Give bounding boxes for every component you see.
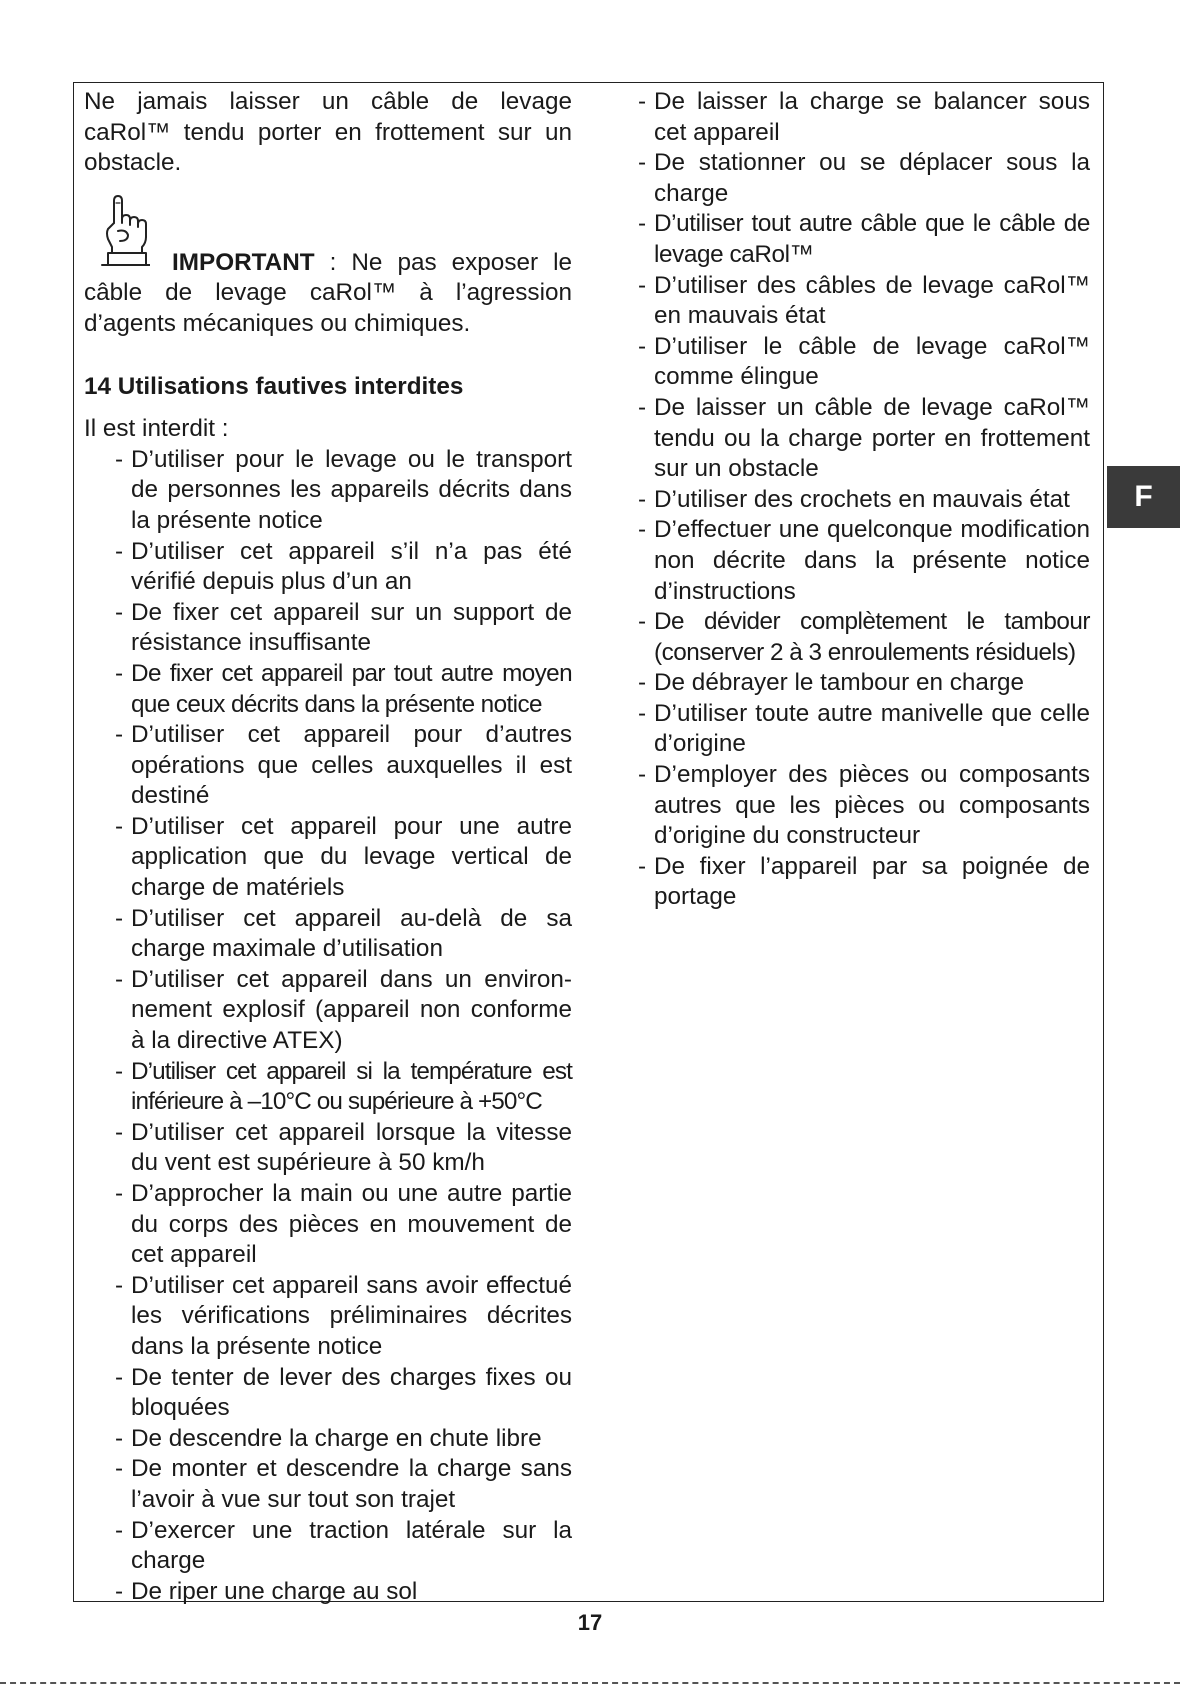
list-item: - De descendre la charge en chute libre: [115, 1424, 572, 1455]
prohibited-uses-list-left: [115, 445, 572, 1608]
list-item: - D’utiliser le câble de levage caRol™ comme élingue: [638, 332, 1090, 393]
list-item: - De dévider complètement le tambour (conserver 2 à 3 enroulements résiduels): [638, 607, 1090, 668]
list-item: - De monter et descendre la charge sans l’avoir à vue sur tout son trajet: [115, 1454, 572, 1515]
list-item: - De stationner ou se déplacer sous la charge: [638, 148, 1090, 209]
content-frame: [73, 82, 1104, 1605]
intro-paragraph: Ne jamais laisser un câble de levage caRol™ tendu porter en frottement sur un obstacle.: [84, 88, 572, 177]
list-item: - D’utiliser des crochets en mauvais état: [638, 485, 1090, 516]
list-item: - D’utiliser pour le levage ou le transport de personnes les appareils décrits dans la présente notice: [115, 445, 572, 537]
right-column: [638, 87, 1090, 913]
important-text: : Ne pas exposer le câble de levage caRol™ à l’agression d’agents mécaniques ou chimiques.: [84, 248, 572, 337]
list-item: - De laisser la charge se balancer sous cet appareil: [638, 87, 1090, 148]
list-item: - D’utiliser cet appareil pour d’autres opérations que celles auxquelles il est destiné: [115, 720, 572, 812]
bottom-divider: [0, 1682, 1180, 1684]
list-item: - De laisser un câble de levage caRol™ tendu ou la charge porter en frottement sur un obstacle: [638, 393, 1090, 485]
list-item: - D’utiliser toute autre manivelle que celle d’origine: [638, 699, 1090, 760]
language-tab: F: [1107, 466, 1180, 528]
left-column: [84, 87, 572, 1607]
important-paragraph: [84, 193, 572, 340]
list-item: - De tenter de lever des charges fixes ou bloquées: [115, 1363, 572, 1424]
page-number: 17: [577, 1610, 603, 1635]
section-title: 14 Utilisations fautives interdites: [84, 372, 464, 400]
important-label: IMPORTANT: [172, 248, 315, 276]
list-item: - D’utiliser des câbles de levage caRol™ en mauvais état: [638, 271, 1090, 332]
prohibited-uses-list-right: [638, 87, 1090, 913]
list-intro: Il est interdit :: [84, 415, 229, 443]
list-item: - De riper une charge au sol: [115, 1577, 572, 1608]
list-item: - D’utiliser tout autre câble que le câble de levage caRol™: [638, 209, 1090, 270]
list-item: - D’utiliser cet appareil au-delà de sa charge maximale d’utilisation: [115, 904, 572, 965]
list-item: - D’effectuer une quelconque modification non décrite dans la présente notice d’instructions: [638, 515, 1090, 607]
list-item: - D’utiliser cet appareil si la température est inférieure à –10°C ou supérieure à +50°C: [115, 1057, 572, 1118]
list-item: - D’employer des pièces ou composants autres que les pièces ou composants d’origine du constructeur: [638, 760, 1090, 852]
list-item: - D’exercer une traction latérale sur la charge: [115, 1516, 572, 1577]
list-item: - De débrayer le tambour en charge: [638, 668, 1090, 699]
list-item: - De fixer cet appareil sur un support de résistance insuffisante: [115, 598, 572, 659]
important-notice: [84, 193, 572, 340]
list-item: - De fixer l’appareil par sa poignée de portage: [638, 852, 1090, 913]
list-item: - D’utiliser cet appareil lorsque la vitesse du vent est supérieure à 50 km/h: [115, 1118, 572, 1179]
list-item: - D’approcher la main ou une autre partie du corps des pièces en mouvement de cet appareil: [115, 1179, 572, 1271]
list-item: - D’utiliser cet appareil pour une autre application que du levage vertical de charge de matériels: [115, 812, 572, 904]
list-item: - De fixer cet appareil par tout autre moyen que ceux décrits dans la présente notice: [115, 659, 572, 720]
list-item: - D’utiliser cet appareil dans un environ-nement explosif (appareil non conforme à la directive ATEX): [115, 965, 572, 1057]
pointing-hand-icon: [98, 193, 150, 273]
list-item: - D’utiliser cet appareil s’il n’a pas été vérifié depuis plus d’un an: [115, 537, 572, 598]
list-item: - D’utiliser cet appareil sans avoir effectué les vérifications préliminaires décrites dans la présente notice: [115, 1271, 572, 1363]
